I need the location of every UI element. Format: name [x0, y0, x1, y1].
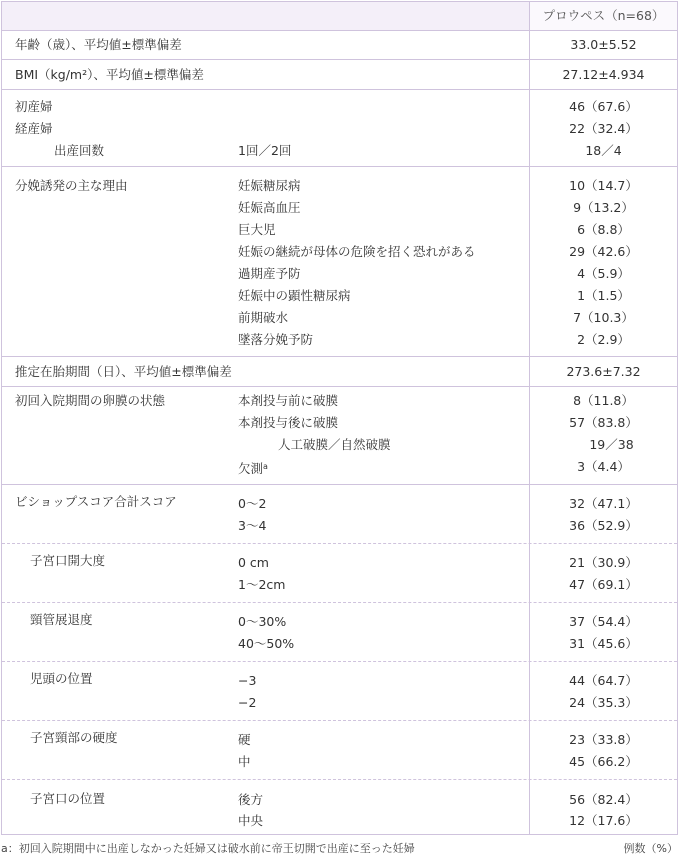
footnote-text: a：初回入院期間中に出産しなかった妊婦又は破水前に帝王切開で出産に至った妊婦	[1, 842, 415, 855]
effacement-label: 頸管展退度	[30, 612, 93, 627]
gestation-label: 推定在胎期間（日）、平均値±標準偏差	[15, 364, 232, 379]
row-bmi-value: 27.12±4.934	[562, 67, 645, 82]
multipara-label: 経産婦	[15, 121, 53, 136]
consistency-value-1: 23（33.8）	[569, 732, 638, 747]
row-age	[2, 30, 677, 60]
station-range-2: −2	[238, 695, 257, 710]
bishop-value-1: 32（47.1）	[569, 496, 638, 511]
consistency-value-2: 45（66.2）	[569, 754, 638, 769]
births-value: 18／4	[585, 143, 622, 158]
primipara-value: 46（67.6）	[569, 99, 638, 114]
dilation-range-2: 1～2cm	[238, 577, 286, 592]
induction-item-name: 過期産予防	[238, 266, 301, 281]
header-blank-cell	[2, 2, 529, 30]
membrane-missing-value: 3（4.4）	[577, 459, 630, 474]
membrane-before-value: 8（11.8）	[573, 393, 634, 408]
induction-item-name: 妊娠中の顕性糖尿病	[238, 288, 351, 303]
dilation-value-2: 47（69.1）	[569, 577, 638, 592]
footnote-marker: a	[263, 462, 268, 471]
bishop-label: ビショップスコア合計スコア	[15, 494, 177, 509]
induction-item-value: 1（1.5）	[577, 288, 630, 303]
induction-item-value: 6（8.8）	[577, 222, 630, 237]
row-consistency	[2, 721, 677, 780]
gestation-value: 273.6±7.32	[566, 364, 641, 379]
position-value-1: 56（82.4）	[569, 792, 638, 807]
bishop-range-1: 0～2	[238, 496, 267, 511]
membrane-type-value: 19／38	[589, 437, 634, 452]
table-header	[2, 2, 677, 31]
effacement-value-1: 37（54.4）	[569, 614, 638, 629]
induction-item-name: 前期破水	[238, 310, 289, 325]
multipara-value: 22（32.4）	[569, 121, 638, 136]
row-effacement	[2, 603, 677, 662]
consistency-range-2: 中	[238, 754, 251, 769]
induction-item-value: 2（2.9）	[577, 332, 630, 347]
induction-item-name: 妊娠糖尿病	[238, 178, 301, 193]
dilation-label: 子宮口開大度	[30, 553, 106, 568]
membrane-before-label: 本剤投与前に破膜	[238, 393, 339, 408]
membrane-type-label: 人工破膜／自然破膜	[278, 437, 391, 452]
effacement-range-1: 0～30%	[238, 614, 287, 629]
position-range-1: 後方	[238, 792, 264, 807]
dilation-range-1: 0 cm	[238, 555, 269, 570]
header-column-label: プロウペス（n=68）	[529, 2, 677, 30]
row-parity	[2, 90, 677, 167]
induction-item-name: 巨大児	[238, 222, 276, 237]
primipara-label: 初産婦	[15, 99, 53, 114]
patient-characteristics-table	[1, 1, 678, 835]
births-sub: 1回／2回	[238, 143, 292, 158]
membrane-missing-label: 欠測$^a$	[238, 461, 268, 476]
dilation-value-1: 21（30.9）	[569, 555, 638, 570]
membrane-after-value: 57（83.8）	[569, 415, 638, 430]
position-value-2: 12（17.6）	[569, 813, 638, 828]
bishop-value-2: 36（52.9）	[569, 518, 638, 533]
consistency-label: 子宮頸部の硬度	[30, 730, 118, 745]
induction-item-value: 7（10.3）	[573, 310, 634, 325]
induction-label: 分娩誘発の主な理由	[15, 178, 128, 193]
row-membrane	[2, 387, 677, 485]
induction-item-name: 妊娠の継続が母体の危険を招く恐れがある	[238, 244, 476, 259]
effacement-value-2: 31（45.6）	[569, 636, 638, 651]
station-range-1: −3	[238, 673, 257, 688]
induction-item-value: 9（13.2）	[573, 200, 634, 215]
station-label: 児頭の位置	[30, 671, 93, 686]
position-label: 子宮口の位置	[30, 791, 106, 806]
row-gestation	[2, 357, 677, 387]
row-age-value: 33.0±5.52	[570, 37, 637, 52]
row-induction	[2, 167, 677, 357]
membrane-after-label: 本剤投与後に破膜	[238, 415, 339, 430]
row-station	[2, 662, 677, 721]
induction-item-value: 10（14.7）	[569, 178, 638, 193]
row-age-label: 年齢（歳）、平均値±標準偏差	[15, 37, 182, 52]
position-range-2: 中央	[238, 813, 264, 828]
induction-item-value: 4（5.9）	[577, 266, 630, 281]
table-footnote	[1, 841, 678, 857]
induction-item-value: 29（42.6）	[569, 244, 638, 259]
induction-item-name: 妊娠高血圧	[238, 200, 301, 215]
row-position	[2, 780, 677, 834]
row-bmi	[2, 60, 677, 90]
induction-item-name: 墜落分娩予防	[238, 332, 314, 347]
births-label: 出産回数	[54, 143, 105, 158]
row-dilation	[2, 544, 677, 603]
membrane-label: 初回入院期間の卵膜の状態	[15, 393, 166, 408]
row-bishop	[2, 485, 677, 544]
station-value-1: 44（64.7）	[569, 673, 638, 688]
bishop-range-2: 3～4	[238, 518, 267, 533]
unit-note: 例数（%）	[623, 842, 678, 855]
row-bmi-label: BMI（kg/m²）、平均値±標準偏差	[15, 67, 204, 82]
effacement-range-2: 40～50%	[238, 636, 295, 651]
station-value-2: 24（35.3）	[569, 695, 638, 710]
consistency-range-1: 硬	[238, 732, 251, 747]
